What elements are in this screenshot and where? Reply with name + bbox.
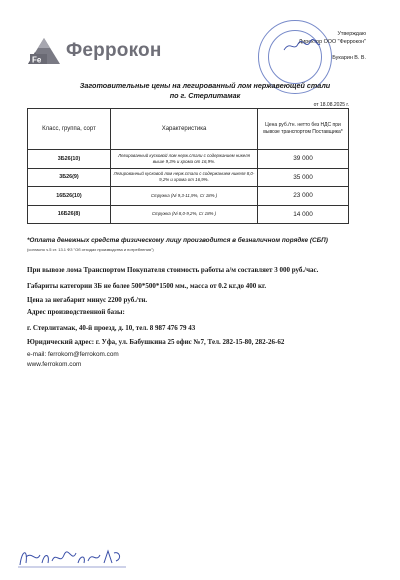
table-row bbox=[28, 205, 349, 224]
director-signature bbox=[282, 38, 322, 54]
header-price: Цена руб./тн. нетто без НДС при вывозе транспортом Поставщика* bbox=[258, 109, 349, 150]
cell-price: 35 000 bbox=[258, 168, 349, 187]
cell-class: 16Б26(10) bbox=[28, 187, 111, 206]
company-logo bbox=[26, 36, 162, 66]
info-line: При вывозе лома Транспортом Покупателя стоимость работы а/м составляет 3 000 руб./час. bbox=[27, 266, 319, 274]
info-line: Юридический адрес: г. Уфа, ул. Бабушкина 25 офис №7, Тел. 282-15-80, 282-26-62 bbox=[27, 338, 285, 346]
document-title bbox=[40, 81, 370, 101]
cell-characteristic: Легированный кусковой лом нерж.стали с содержанием никеля 8,0-9,2% и хрома от 16,9%. bbox=[111, 168, 258, 187]
header-class: Класс, группа, сорт bbox=[28, 109, 111, 150]
cell-characteristic: Стружка (Ni 9,3-11,9%, Cr 18% ) bbox=[111, 187, 258, 206]
approval-line: Директор ООО "Феррокон" bbox=[298, 39, 366, 45]
email-link[interactable]: e-mail: ferrokom@ferrokom.com bbox=[27, 351, 119, 358]
cell-characteristic: Стружка (Ni 8,0-9,2%, Cr 18% ) bbox=[111, 205, 258, 224]
approval-line: Букарин В. В. bbox=[332, 55, 366, 61]
handwritten-signature bbox=[16, 545, 136, 571]
info-line: г. Стерлитамак, 40-й проезд, д. 10, тел. 8 987 476 79 43 bbox=[27, 324, 196, 332]
table-row bbox=[28, 187, 349, 206]
cell-characteristic: Легированный кусковой лом нерж.стали с содержанием никеля выше 9,3% и хрома от 16,9%. bbox=[111, 150, 258, 169]
cell-price: 14 000 bbox=[258, 205, 349, 224]
cell-price: 39 000 bbox=[258, 150, 349, 169]
payment-note: *Оплата денежных средств физическому лицу производится в безналичном порядке (СБП) bbox=[27, 237, 328, 244]
price-table bbox=[27, 108, 349, 224]
info-line: Габариты категории 3Б не более 500*500*1500 мм., масса от 0.2 кг.до 400 кг. bbox=[27, 282, 267, 290]
document-date: от 18.08.2025 г. bbox=[313, 102, 349, 108]
cell-class: 16Б26(8) bbox=[28, 205, 111, 224]
payment-law-note: (согласно ч.5 ст. 13.1 ФЗ "Об отходах производства и потребления") bbox=[27, 247, 154, 252]
website-link[interactable]: www.ferrokom.com bbox=[27, 361, 82, 368]
table-row bbox=[28, 168, 349, 187]
svg-text:Fe: Fe bbox=[32, 55, 42, 65]
title-line: по г. Стерлитамак bbox=[169, 91, 241, 100]
info-line: Адрес производственной базы: bbox=[27, 308, 125, 316]
cell-price: 23 000 bbox=[258, 187, 349, 206]
cell-class: 3Б26(9) bbox=[28, 168, 111, 187]
company-name: Феррокон bbox=[66, 40, 162, 61]
logo-mark-icon bbox=[26, 36, 62, 66]
info-line: Цена за негабарит минус 2200 руб./тн. bbox=[27, 296, 148, 304]
title-line: Заготовительные цены на легированный лом нержавеющей стали bbox=[79, 81, 331, 90]
table-row bbox=[28, 150, 349, 169]
table-header-row bbox=[28, 109, 349, 150]
header-characteristic: Характеристика bbox=[111, 109, 258, 150]
cell-class: 3Б26(10) bbox=[28, 150, 111, 169]
approval-line: Утверждаю bbox=[337, 31, 366, 37]
